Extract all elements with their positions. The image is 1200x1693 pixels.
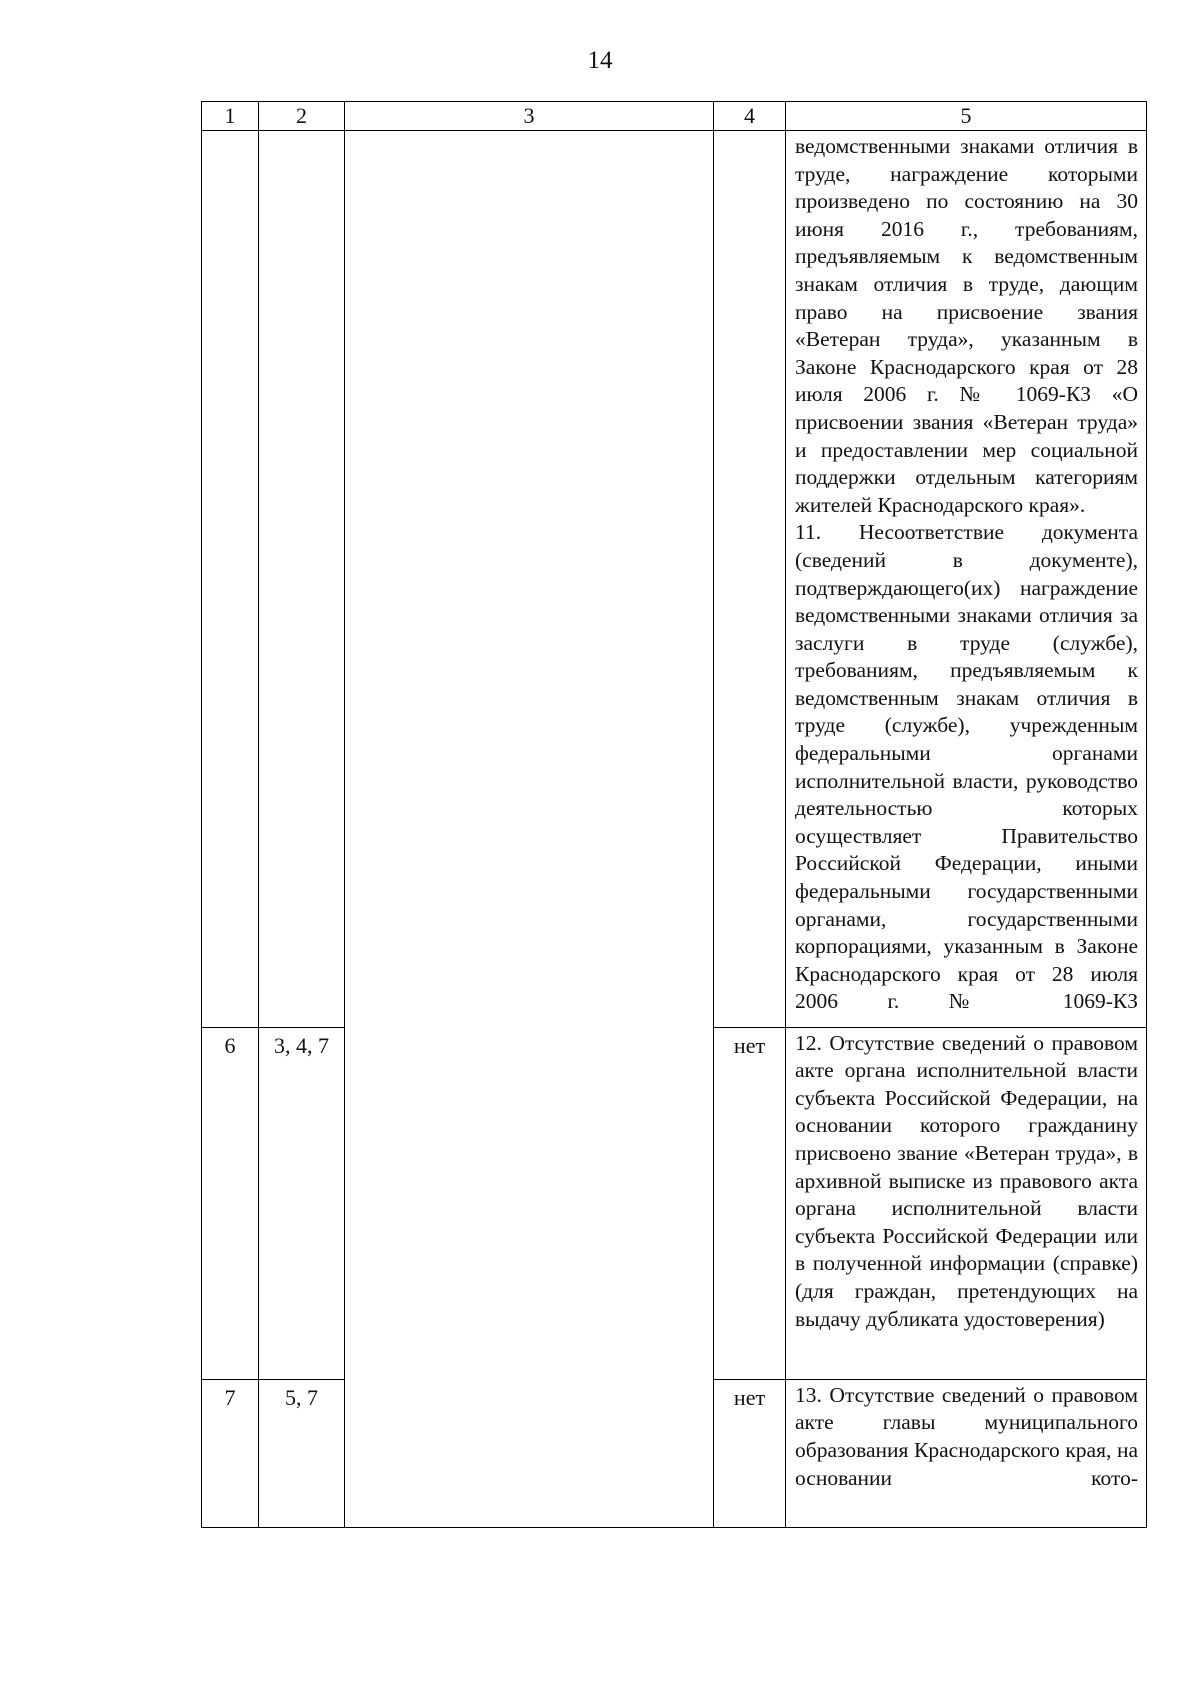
header-col-3: 3 bbox=[345, 102, 714, 131]
header-col-2: 2 bbox=[259, 102, 345, 131]
flag-cell: нет bbox=[714, 1027, 786, 1379]
header-col-5: 5 bbox=[786, 102, 1147, 131]
reference-cell: 3, 4, 7 bbox=[259, 1027, 345, 1379]
flag-cell bbox=[714, 131, 786, 1028]
description-paragraph: 13. Отсутствие сведений о правовом акте главы муниципального образования Краснодарского края, на основании кото- bbox=[795, 1382, 1138, 1490]
empty-cell bbox=[345, 131, 714, 1528]
description-cell bbox=[786, 1027, 1147, 1379]
table-row bbox=[202, 131, 1147, 1028]
page-number: 14 bbox=[587, 47, 613, 74]
reference-cell bbox=[259, 131, 345, 1028]
reference-cell: 5, 7 bbox=[259, 1379, 345, 1527]
row-number-cell: 6 bbox=[202, 1027, 259, 1379]
description-cell bbox=[786, 131, 1147, 1028]
description-paragraph: 12. Отсутствие сведений о правовом акте органа исполнительной власти субъекта Российской Федерации, на основании которого гражданину присвоено звание «Ветеран труда», в архивной выписке из правового акта органа исполнительной власти субъекта Российской Федерации или в полученной информации (справке) (для граждан, претендующих на выдачу дубликата удостоверения) bbox=[795, 1030, 1138, 1331]
description-paragraph: 11. Несоответствие документа (сведений в документе), подтверждающего(их) награждение ведомственными знаками отличия за заслуги в труде (службе), требованиям, предъявляемым к ведомственным знакам отличия в труде (службе), учрежденным федеральными органами исполнительной власти, руководство деятельностью которых осуществляет Правительство Российской Федерации, иными федеральными государственными органами, государственными корпорациями, указанным в Законе Краснодарского края от 28 июля 2006 г. № 1069-КЗ bbox=[795, 520, 1138, 1014]
row-number-cell: 7 bbox=[202, 1379, 259, 1527]
table-header-row bbox=[202, 102, 1147, 131]
row-number-cell bbox=[202, 131, 259, 1028]
document-table bbox=[201, 101, 1147, 1528]
description-cell bbox=[786, 1379, 1147, 1527]
header-col-1: 1 bbox=[202, 102, 259, 131]
description-paragraph: ведомственными знаками отличия в труде, награждение которыми произведено по состоянию на 30 июня 2016 г., требованиям, предъявляемым к ведомственным знакам отличия в труде, дающим право на присвоение звания «Ветеран труда», указанным в Законе Краснодарского края от 28 июля 2006 г. № 1069-КЗ «О присвоении звания «Ветеран труда» и предоставлении мер социальной поддержки отдельным категориям жителей Краснодарского края». bbox=[795, 134, 1138, 517]
header-col-4: 4 bbox=[714, 102, 786, 131]
flag-cell: нет bbox=[714, 1379, 786, 1527]
